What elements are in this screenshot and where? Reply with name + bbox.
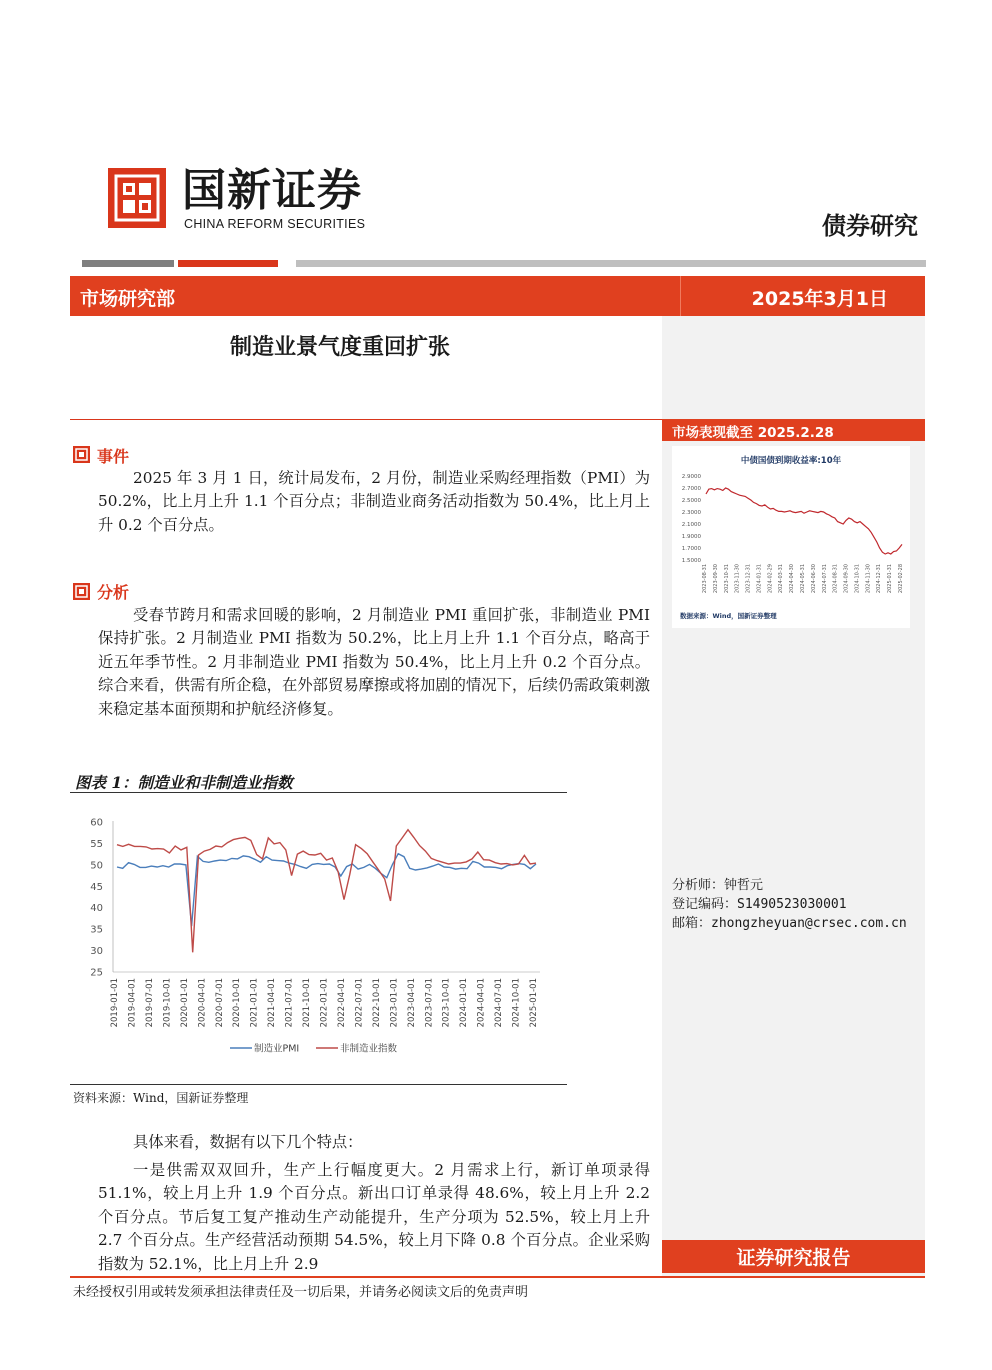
non-manufacturing-line [117,830,536,953]
pmi-y-tick: 25 [90,967,103,979]
pmi-y-tick: 55 [90,838,103,850]
bond-y-tick: 1.5000 [681,558,701,564]
bond-chart-title: 中债国债到期收益率:10年 [740,456,842,466]
bond-x-tick: 2024-05-31 [800,564,806,594]
event-section-icon [73,446,90,463]
pmi-x-tick: 2024-01-01 [459,978,470,1028]
event-body: 2025 年 3 月 1 日，统计局发布，2 月份，制造业采购经理指数（PMI）为 50.2%，比上月上升 1.1 个百分点；非制造业商务活动指数为 50.4%，比上月上升 0.2 个百分点。 [98,469,650,534]
pmi-x-tick: 2019-01-01 [110,978,120,1028]
bond-y-tick: 2.7000 [681,486,701,492]
brand-name-en: CHINA REFORM SECURITIES [184,217,366,231]
bond-y-tick: 2.3000 [681,510,701,516]
bond-x-tick: 2025-01-31 [887,564,894,594]
bond-x-tick: 2024-06-30 [810,564,817,594]
analyst-registration: 登记编码：S1490523030001 [672,897,847,912]
bond-x-tick: 2024-12-31 [876,564,883,594]
bond-x-tick: 2023-10-31 [723,564,730,594]
bond-yield-chart [672,446,910,628]
deco-bar-red [178,260,278,267]
pmi-y-tick: 35 [90,924,103,936]
pmi-x-tick: 2023-07-01 [424,978,435,1028]
pmi-x-tick: 2020-10-01 [232,978,243,1028]
market-header: 市场表现截至 2025.2.28 [672,425,834,441]
pmi-x-tick: 2021-04-01 [267,978,278,1028]
bond-y-tick: 1.9000 [681,534,701,540]
pmi-x-tick: 2022-01-01 [319,978,330,1028]
event-title: 事件 [97,447,130,466]
bond-chart-source: 数据来源：Wind，国新证券整理 [680,612,777,620]
bond-yield-line [706,488,902,554]
bond-x-tick: 2024-07-31 [821,564,828,594]
pmi-x-tick: 2023-01-01 [389,978,400,1028]
report-badge: 证券研究报告 [736,1247,851,1269]
bond-x-tick: 2024-02-29 [767,564,774,594]
pmi-chart-svg [70,800,567,1080]
bond-x-tick: 2025-02-28 [898,564,904,594]
figure-bottom-rule [70,1084,567,1085]
pmi-x-tick: 2019-10-01 [162,978,173,1028]
figure-title: 图表 1：制造业和非制造业指数 [75,773,293,792]
band-divider [680,276,681,316]
deco-bar-light [296,260,926,267]
bond-y-tick: 2.5000 [681,498,701,504]
pmi-x-tick: 2021-01-01 [249,978,260,1028]
analysis-title: 分析 [97,583,130,602]
bond-yield-svg [672,446,910,628]
pmi-x-tick: 2020-01-01 [179,978,190,1028]
logo-glyph-icon [108,168,166,228]
bond-x-tick: 2023-11-30 [734,564,741,594]
pmi-x-tick: 2022-10-01 [371,978,382,1028]
pmi-x-tick: 2019-07-01 [144,978,155,1028]
pmi-x-tick: 2024-07-01 [494,978,505,1028]
pmi-x-tick: 2019-04-01 [127,978,138,1028]
pmi-chart [70,800,567,1080]
brand-name-cn: 国新证券 [182,165,362,216]
bond-x-tick: 2024-10-31 [854,564,861,594]
pmi-x-tick: 2024-10-01 [511,978,522,1028]
bond-y-tick: 2.1000 [681,522,701,528]
pmi-y-tick: 50 [90,860,103,872]
manufacturing-pmi-line [117,854,536,926]
pmi-x-tick: 2025-01-01 [529,978,539,1028]
bond-x-tick: 2024-01-31 [756,564,763,594]
legend-non-manufacturing: 非制造业指数 [340,1043,398,1055]
footer-rule [70,1276,925,1278]
legend-manufacturing: 制造业PMI [254,1043,300,1055]
report-date: 2025年3月1日 [751,288,888,310]
pmi-y-tick: 45 [90,881,103,893]
brand-logo [108,168,166,228]
pmi-x-tick: 2023-04-01 [406,978,417,1028]
bond-x-tick: 2023-12-31 [745,564,752,594]
bond-x-tick: 2024-11-30 [865,564,872,594]
bond-y-tick: 1.7000 [681,546,701,552]
bond-x-tick: 2024-09-30 [843,564,850,594]
pmi-x-tick: 2022-07-01 [354,978,365,1028]
page-title: 制造业景气度重回扩张 [230,334,451,360]
pmi-y-tick: 60 [90,817,103,829]
pmi-x-tick: 2020-07-01 [214,978,225,1028]
detail-intro: 具体来看，数据有以下几个特点： [133,1133,363,1151]
detail-body: 一是供需双双回升，生产上行幅度更大。2 月需求上行，新订单项录得 51.1%，较上月上升 1.9 个百分点。新出口订单录得 48.6%，较上月上升 2.2 个百分点。节后复工复产推动生产动能提升，生产分项为 52.5%，较上月上升 2.7 个百分点。生产经营活动预期 54.5%，较上月下降 0.8 个百分点。企业采购指数为 52.1%，比上月上升 2.9 [98,1161,650,1273]
figure-top-rule [70,792,567,793]
analysis-section-icon [73,583,90,600]
bond-x-tick: 2023-09-30 [712,564,719,594]
bond-y-tick: 2.9000 [681,474,701,480]
pmi-x-tick: 2024-04-01 [476,978,487,1028]
bond-x-tick: 2024-08-31 [832,564,839,594]
pmi-x-tick: 2023-10-01 [441,978,452,1028]
footer-disclaimer: 未经授权引用或转发须承担法律责任及一切后果，并请务必阅读文后的免责声明 [73,1285,529,1300]
pmi-y-tick: 30 [90,946,103,958]
figure-source: 资料来源：Wind，国新证券整理 [73,1091,249,1105]
pmi-x-tick: 2021-10-01 [302,978,313,1028]
report-type: 债券研究 [822,211,918,240]
pmi-y-tick: 40 [90,903,103,915]
analyst-email: 邮箱：zhongzheyuan@crsec.com.cn [672,916,907,931]
department: 市场研究部 [80,288,176,310]
deco-bar-gray [82,260,174,267]
pmi-x-tick: 2021-07-01 [284,978,295,1028]
bond-x-tick: 2023-08-31 [702,564,708,594]
bond-x-tick: 2024-04-30 [789,564,796,594]
analyst-name: 分析师：钟哲元 [672,878,764,893]
pmi-x-tick: 2020-04-01 [197,978,208,1028]
bond-x-tick: 2024-03-31 [778,564,785,594]
pmi-x-tick: 2022-04-01 [336,978,347,1028]
title-rule [70,419,662,420]
analysis-body: 受春节跨月和需求回暖的影响，2 月制造业 PMI 重回扩张，非制造业 PMI 保持扩张。2 月制造业 PMI 指数为 50.2%，比上月上升 1.1 个百分点，略高于近五年季节性。2 月非制造业 PMI 指数为 50.4%，比上月上升 0.2 个百分点。综合来看，供需有所企稳，在外部贸易摩擦或将加剧的情况下，后续仍需政策刺激来稳定基本面预期和护航经济修复。 [98,606,650,718]
